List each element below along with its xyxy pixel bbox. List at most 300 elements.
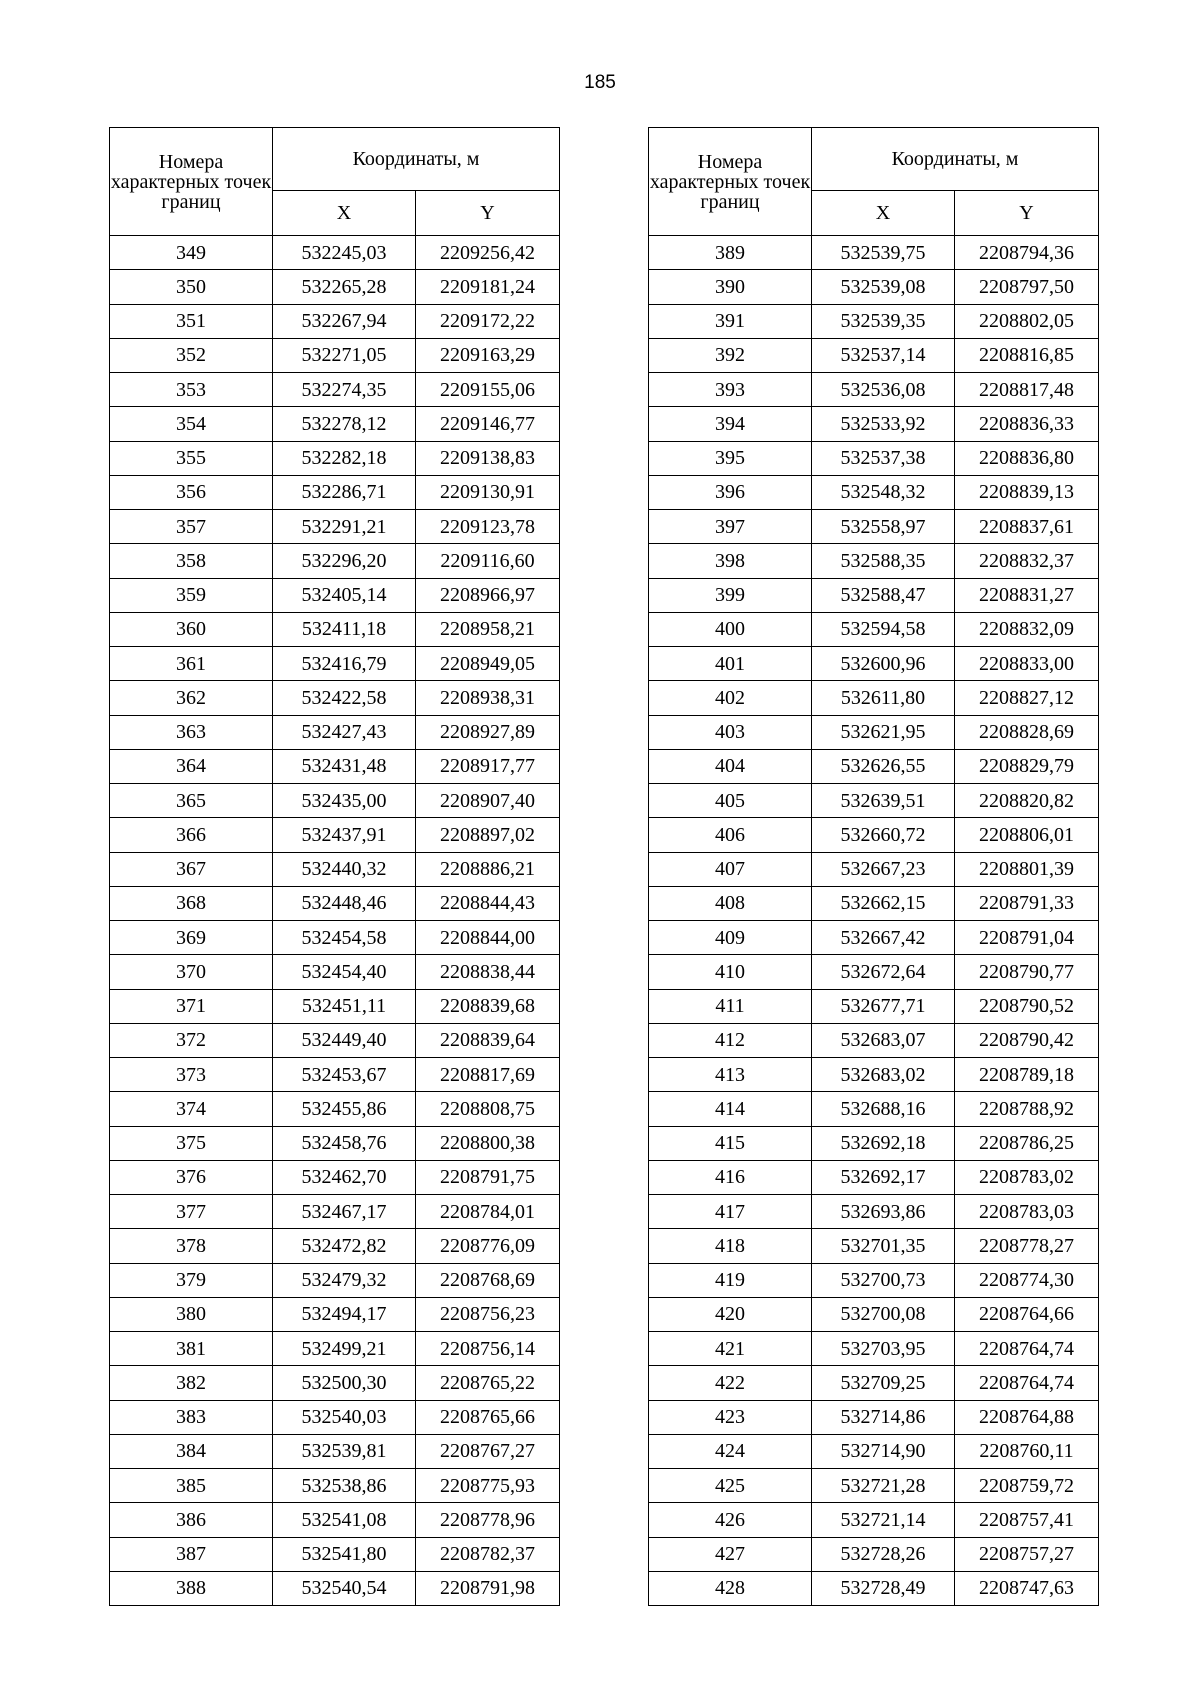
x-coordinate-cell: 532539,81: [273, 1434, 416, 1468]
y-coordinate-cell: 2208797,50: [955, 270, 1099, 304]
table-row: [649, 1537, 1099, 1571]
point-number-cell: 383: [110, 1400, 273, 1434]
x-coordinate-cell: 532537,14: [812, 338, 955, 372]
table-row: [110, 475, 560, 509]
point-number-cell: 368: [110, 886, 273, 920]
point-number-cell: 394: [649, 407, 812, 441]
point-number-cell: 380: [110, 1297, 273, 1331]
y-coordinate-cell: 2208783,03: [955, 1195, 1099, 1229]
point-number-cell: 385: [110, 1469, 273, 1503]
x-coordinate-cell: 532536,08: [812, 373, 955, 407]
table-row: [649, 1297, 1099, 1331]
x-coordinate-cell: 532538,86: [273, 1469, 416, 1503]
point-number-cell: 391: [649, 304, 812, 338]
y-coordinate-cell: 2208832,09: [955, 612, 1099, 646]
table-row: [110, 681, 560, 715]
table-row: [110, 236, 560, 270]
point-number-cell: 349: [110, 236, 273, 270]
x-coordinate-cell: 532709,25: [812, 1366, 955, 1400]
y-coordinate-cell: 2208778,96: [416, 1503, 560, 1537]
point-number-cell: 365: [110, 784, 273, 818]
point-number-cell: 357: [110, 510, 273, 544]
table-row: [649, 715, 1099, 749]
x-coordinate-cell: 532677,71: [812, 989, 955, 1023]
point-number-cell: 426: [649, 1503, 812, 1537]
point-number-cell: 367: [110, 852, 273, 886]
point-number-cell: 415: [649, 1126, 812, 1160]
y-coordinate-cell: 2208886,21: [416, 852, 560, 886]
point-number-cell: 350: [110, 270, 273, 304]
y-coordinate-cell: 2208790,52: [955, 989, 1099, 1023]
coordinates-table-left: [109, 127, 560, 1606]
y-coordinate-cell: 2208756,14: [416, 1332, 560, 1366]
table-row: [110, 441, 560, 475]
point-number-cell: 410: [649, 955, 812, 989]
x-coordinate-cell: 532692,18: [812, 1126, 955, 1160]
x-coordinate-cell: 532703,95: [812, 1332, 955, 1366]
y-coordinate-cell: 2208817,69: [416, 1058, 560, 1092]
y-coordinate-cell: 2208827,12: [955, 681, 1099, 715]
y-coordinate-cell: 2208844,43: [416, 886, 560, 920]
point-number-cell: 390: [649, 270, 812, 304]
x-coordinate-cell: 532660,72: [812, 818, 955, 852]
y-coordinate-cell: 2208831,27: [955, 578, 1099, 612]
x-coordinate-cell: 532594,58: [812, 612, 955, 646]
table-row: [649, 1400, 1099, 1434]
coordinates-header: Координаты, м: [273, 128, 560, 191]
x-coordinate-cell: 532435,00: [273, 784, 416, 818]
y-coordinate-cell: 2208757,27: [955, 1537, 1099, 1571]
y-coordinate-cell: 2208759,72: [955, 1469, 1099, 1503]
x-coordinate-cell: 532449,40: [273, 1023, 416, 1057]
point-number-cell: 371: [110, 989, 273, 1023]
y-coordinate-cell: 2208789,18: [955, 1058, 1099, 1092]
point-number-cell: 424: [649, 1434, 812, 1468]
x-coordinate-cell: 532693,86: [812, 1195, 955, 1229]
x-coordinate-cell: 532621,95: [812, 715, 955, 749]
point-number-cell: 427: [649, 1537, 812, 1571]
y-coordinate-cell: 2208802,05: [955, 304, 1099, 338]
x-coordinate-cell: 532416,79: [273, 647, 416, 681]
point-number-cell: 355: [110, 441, 273, 475]
x-coordinate-cell: 532714,90: [812, 1434, 955, 1468]
x-coordinate-cell: 532500,30: [273, 1366, 416, 1400]
point-number-cell: 378: [110, 1229, 273, 1263]
y-coordinate-cell: 2208768,69: [416, 1263, 560, 1297]
x-coordinate-cell: 532540,54: [273, 1571, 416, 1605]
x-coordinate-cell: 532626,55: [812, 749, 955, 783]
x-coordinate-cell: 532411,18: [273, 612, 416, 646]
x-coordinate-cell: 532700,73: [812, 1263, 955, 1297]
point-number-cell: 420: [649, 1297, 812, 1331]
y-coordinate-cell: 2208782,37: [416, 1537, 560, 1571]
x-coordinate-cell: 532422,58: [273, 681, 416, 715]
point-number-cell: 377: [110, 1195, 273, 1229]
y-coordinate-cell: 2208760,11: [955, 1434, 1099, 1468]
table-row: [110, 647, 560, 681]
point-number-cell: 418: [649, 1229, 812, 1263]
page-number: 185: [584, 72, 616, 93]
y-coordinate-cell: 2208774,30: [955, 1263, 1099, 1297]
x-coordinate-cell: 532541,08: [273, 1503, 416, 1537]
x-coordinate-cell: 532667,42: [812, 921, 955, 955]
y-coordinate-cell: 2208833,00: [955, 647, 1099, 681]
point-number-cell: 401: [649, 647, 812, 681]
point-number-cell: 405: [649, 784, 812, 818]
x-coordinate-cell: 532274,35: [273, 373, 416, 407]
point-number-cell: 386: [110, 1503, 273, 1537]
x-coordinate-cell: 532453,67: [273, 1058, 416, 1092]
table-row: [110, 955, 560, 989]
y-coordinate-cell: 2209130,91: [416, 475, 560, 509]
y-coordinate-cell: 2208791,98: [416, 1571, 560, 1605]
point-number-cell: 411: [649, 989, 812, 1023]
table-row: [649, 681, 1099, 715]
table-row: [649, 784, 1099, 818]
y-coordinate-cell: 2208767,27: [416, 1434, 560, 1468]
point-number-cell: 366: [110, 818, 273, 852]
table-row: [110, 715, 560, 749]
y-coordinate-cell: 2208917,77: [416, 749, 560, 783]
point-number-cell: 398: [649, 544, 812, 578]
point-number-cell: 393: [649, 373, 812, 407]
point-number-cell: 389: [649, 236, 812, 270]
table-row: [110, 578, 560, 612]
x-coordinate-cell: 532539,35: [812, 304, 955, 338]
x-coordinate-cell: 532437,91: [273, 818, 416, 852]
table-row: [110, 544, 560, 578]
table-row: [649, 1195, 1099, 1229]
y-column-header: Y: [955, 191, 1099, 236]
y-coordinate-cell: 2209172,22: [416, 304, 560, 338]
x-coordinate-cell: 532667,23: [812, 852, 955, 886]
table-row: [110, 1434, 560, 1468]
table-row: [110, 989, 560, 1023]
x-coordinate-cell: 532537,38: [812, 441, 955, 475]
point-number-cell: 360: [110, 612, 273, 646]
table-row: [110, 1297, 560, 1331]
y-coordinate-cell: 2208786,25: [955, 1126, 1099, 1160]
x-coordinate-cell: 532588,35: [812, 544, 955, 578]
point-number-cell: 372: [110, 1023, 273, 1057]
y-coordinate-cell: 2208775,93: [416, 1469, 560, 1503]
point-number-cell: 423: [649, 1400, 812, 1434]
y-coordinate-cell: 2208791,33: [955, 886, 1099, 920]
x-coordinate-cell: 532728,49: [812, 1571, 955, 1605]
y-coordinate-cell: 2208907,40: [416, 784, 560, 818]
point-number-cell: 392: [649, 338, 812, 372]
x-coordinate-cell: 532539,75: [812, 236, 955, 270]
table-row: [649, 1366, 1099, 1400]
y-coordinate-cell: 2208764,74: [955, 1366, 1099, 1400]
y-coordinate-cell: 2209256,42: [416, 236, 560, 270]
y-coordinate-cell: 2208832,37: [955, 544, 1099, 578]
table-row: [110, 1195, 560, 1229]
table-row: [110, 852, 560, 886]
point-number-cell: 387: [110, 1537, 273, 1571]
point-number-cell: 358: [110, 544, 273, 578]
point-number-cell: 370: [110, 955, 273, 989]
x-coordinate-cell: 532267,94: [273, 304, 416, 338]
y-coordinate-cell: 2209181,24: [416, 270, 560, 304]
y-coordinate-cell: 2208938,31: [416, 681, 560, 715]
y-coordinate-cell: 2209138,83: [416, 441, 560, 475]
y-coordinate-cell: 2208783,02: [955, 1160, 1099, 1194]
table-row: [649, 1434, 1099, 1468]
y-coordinate-cell: 2208764,88: [955, 1400, 1099, 1434]
table-row: [649, 1092, 1099, 1126]
y-coordinate-cell: 2208794,36: [955, 236, 1099, 270]
x-coordinate-cell: 532405,14: [273, 578, 416, 612]
x-coordinate-cell: 532271,05: [273, 338, 416, 372]
y-coordinate-cell: 2208756,23: [416, 1297, 560, 1331]
y-coordinate-cell: 2208791,04: [955, 921, 1099, 955]
x-coordinate-cell: 532540,03: [273, 1400, 416, 1434]
point-number-cell: 379: [110, 1263, 273, 1297]
y-coordinate-cell: 2208791,75: [416, 1160, 560, 1194]
point-number-cell: 413: [649, 1058, 812, 1092]
point-number-cell: 396: [649, 475, 812, 509]
y-coordinate-cell: 2208788,92: [955, 1092, 1099, 1126]
point-number-cell: 406: [649, 818, 812, 852]
point-number-cell: 384: [110, 1434, 273, 1468]
table-row: [110, 1571, 560, 1605]
x-coordinate-cell: 532721,28: [812, 1469, 955, 1503]
point-number-cell: 404: [649, 749, 812, 783]
x-coordinate-cell: 532286,71: [273, 475, 416, 509]
table-row: [649, 1332, 1099, 1366]
y-coordinate-cell: 2209116,60: [416, 544, 560, 578]
x-coordinate-cell: 532462,70: [273, 1160, 416, 1194]
y-coordinate-cell: 2208820,82: [955, 784, 1099, 818]
table-row: [110, 304, 560, 338]
x-coordinate-cell: 532451,11: [273, 989, 416, 1023]
x-coordinate-cell: 532611,80: [812, 681, 955, 715]
y-coordinate-cell: 2208958,21: [416, 612, 560, 646]
table-row: [649, 1229, 1099, 1263]
y-coordinate-cell: 2208776,09: [416, 1229, 560, 1263]
point-number-cell: 425: [649, 1469, 812, 1503]
x-coordinate-cell: 532639,51: [812, 784, 955, 818]
x-coordinate-cell: 532683,07: [812, 1023, 955, 1057]
y-coordinate-cell: 2208757,41: [955, 1503, 1099, 1537]
y-coordinate-cell: 2208790,42: [955, 1023, 1099, 1057]
x-coordinate-cell: 532728,26: [812, 1537, 955, 1571]
table-row: [649, 647, 1099, 681]
point-number-cell: 356: [110, 475, 273, 509]
table-row: [649, 407, 1099, 441]
y-coordinate-cell: 2208837,61: [955, 510, 1099, 544]
point-number-cell: 421: [649, 1332, 812, 1366]
y-coordinate-cell: 2208806,01: [955, 818, 1099, 852]
table-row: [110, 818, 560, 852]
y-coordinate-cell: 2208764,66: [955, 1297, 1099, 1331]
point-number-cell: 397: [649, 510, 812, 544]
point-number-cell: 395: [649, 441, 812, 475]
table-row: [649, 818, 1099, 852]
table-row: [110, 921, 560, 955]
y-coordinate-cell: 2208765,66: [416, 1400, 560, 1434]
table-row: [649, 1571, 1099, 1605]
table-row: [649, 1126, 1099, 1160]
x-coordinate-cell: 532472,82: [273, 1229, 416, 1263]
x-coordinate-cell: 532427,43: [273, 715, 416, 749]
table-row: [110, 1366, 560, 1400]
table-row: [649, 544, 1099, 578]
x-coordinate-cell: 532454,58: [273, 921, 416, 955]
y-coordinate-cell: 2209123,78: [416, 510, 560, 544]
table-row: [649, 270, 1099, 304]
point-number-cell: 351: [110, 304, 273, 338]
table-row: [649, 1023, 1099, 1057]
x-column-header: X: [812, 191, 955, 236]
x-coordinate-cell: 532278,12: [273, 407, 416, 441]
table-row: [110, 338, 560, 372]
table-row: [649, 578, 1099, 612]
x-coordinate-cell: 532467,17: [273, 1195, 416, 1229]
x-coordinate-cell: 532672,64: [812, 955, 955, 989]
table-row: [649, 1058, 1099, 1092]
y-coordinate-cell: 2208816,85: [955, 338, 1099, 372]
point-number-cell: 403: [649, 715, 812, 749]
x-coordinate-cell: 532479,32: [273, 1263, 416, 1297]
point-numbers-header: Номера характерных точек границ: [110, 128, 273, 236]
x-coordinate-cell: 532440,32: [273, 852, 416, 886]
coordinates-header: Координаты, м: [812, 128, 1099, 191]
point-number-cell: 376: [110, 1160, 273, 1194]
x-coordinate-cell: 532600,96: [812, 647, 955, 681]
y-column-header: Y: [416, 191, 560, 236]
table-row: [649, 886, 1099, 920]
point-number-cell: 362: [110, 681, 273, 715]
table-row: [110, 1263, 560, 1297]
point-number-cell: 373: [110, 1058, 273, 1092]
x-coordinate-cell: 532683,02: [812, 1058, 955, 1092]
x-coordinate-cell: 532548,32: [812, 475, 955, 509]
table-row: [110, 1160, 560, 1194]
x-coordinate-cell: 532692,17: [812, 1160, 955, 1194]
point-number-cell: 417: [649, 1195, 812, 1229]
table-row: [649, 955, 1099, 989]
table-row: [649, 921, 1099, 955]
x-coordinate-cell: 532714,86: [812, 1400, 955, 1434]
table-row: [649, 236, 1099, 270]
point-number-cell: 354: [110, 407, 273, 441]
table-row: [649, 1160, 1099, 1194]
point-number-cell: 374: [110, 1092, 273, 1126]
table-row: [110, 1058, 560, 1092]
point-number-cell: 402: [649, 681, 812, 715]
x-coordinate-cell: 532588,47: [812, 578, 955, 612]
x-coordinate-cell: 532265,28: [273, 270, 416, 304]
x-coordinate-cell: 532296,20: [273, 544, 416, 578]
table-row: [110, 1023, 560, 1057]
table-row: [110, 270, 560, 304]
point-number-cell: 361: [110, 647, 273, 681]
y-coordinate-cell: 2208801,39: [955, 852, 1099, 886]
x-coordinate-cell: 532688,16: [812, 1092, 955, 1126]
y-coordinate-cell: 2208949,05: [416, 647, 560, 681]
point-number-cell: 409: [649, 921, 812, 955]
point-number-cell: 428: [649, 1571, 812, 1605]
table-row: [110, 1092, 560, 1126]
point-number-cell: 388: [110, 1571, 273, 1605]
point-number-cell: 375: [110, 1126, 273, 1160]
y-coordinate-cell: 2209155,06: [416, 373, 560, 407]
point-number-cell: 359: [110, 578, 273, 612]
table-row: [649, 304, 1099, 338]
table-row: [649, 1469, 1099, 1503]
x-coordinate-cell: 532454,40: [273, 955, 416, 989]
point-number-cell: 353: [110, 373, 273, 407]
y-coordinate-cell: 2208829,79: [955, 749, 1099, 783]
table-row: [649, 612, 1099, 646]
x-coordinate-cell: 532494,17: [273, 1297, 416, 1331]
table-row: [110, 1126, 560, 1160]
table-row: [649, 475, 1099, 509]
x-coordinate-cell: 532245,03: [273, 236, 416, 270]
point-number-cell: 399: [649, 578, 812, 612]
point-number-cell: 364: [110, 749, 273, 783]
table-row: [110, 510, 560, 544]
table-row: [649, 852, 1099, 886]
y-coordinate-cell: 2208828,69: [955, 715, 1099, 749]
y-coordinate-cell: 2209146,77: [416, 407, 560, 441]
table-row: [110, 1503, 560, 1537]
x-coordinate-cell: 532455,86: [273, 1092, 416, 1126]
y-coordinate-cell: 2208808,75: [416, 1092, 560, 1126]
x-coordinate-cell: 532431,48: [273, 749, 416, 783]
table-row: [649, 749, 1099, 783]
x-coordinate-cell: 532701,35: [812, 1229, 955, 1263]
table-row: [649, 373, 1099, 407]
x-coordinate-cell: 532541,80: [273, 1537, 416, 1571]
table-row: [110, 1332, 560, 1366]
x-coordinate-cell: 532282,18: [273, 441, 416, 475]
table-row: [649, 989, 1099, 1023]
coordinates-table-right: [648, 127, 1099, 1606]
y-coordinate-cell: 2208839,64: [416, 1023, 560, 1057]
point-number-cell: 369: [110, 921, 273, 955]
y-coordinate-cell: 2208778,27: [955, 1229, 1099, 1263]
table-row: [110, 886, 560, 920]
y-coordinate-cell: 2208844,00: [416, 921, 560, 955]
y-coordinate-cell: 2208838,44: [416, 955, 560, 989]
table-row: [110, 1229, 560, 1263]
y-coordinate-cell: 2208897,02: [416, 818, 560, 852]
point-number-cell: 381: [110, 1332, 273, 1366]
table-row: [649, 1263, 1099, 1297]
y-coordinate-cell: 2208790,77: [955, 955, 1099, 989]
point-number-cell: 422: [649, 1366, 812, 1400]
y-coordinate-cell: 2208817,48: [955, 373, 1099, 407]
y-coordinate-cell: 2208966,97: [416, 578, 560, 612]
point-number-cell: 408: [649, 886, 812, 920]
x-coordinate-cell: 532721,14: [812, 1503, 955, 1537]
table-row: [110, 1400, 560, 1434]
table-row: [110, 407, 560, 441]
point-number-cell: 416: [649, 1160, 812, 1194]
y-coordinate-cell: 2208927,89: [416, 715, 560, 749]
point-number-cell: 407: [649, 852, 812, 886]
x-coordinate-cell: 532533,92: [812, 407, 955, 441]
table-row: [110, 612, 560, 646]
x-column-header: X: [273, 191, 416, 236]
table-row: [110, 1537, 560, 1571]
table-row: [649, 1503, 1099, 1537]
point-numbers-header: Номера характерных точек границ: [649, 128, 812, 236]
y-coordinate-cell: 2208784,01: [416, 1195, 560, 1229]
